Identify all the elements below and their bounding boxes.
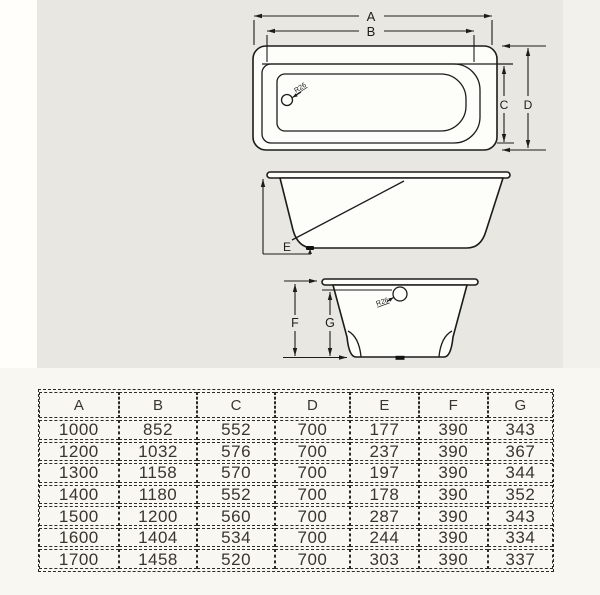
table-header-cell: E (350, 392, 419, 418)
table-cell: 520 (197, 549, 275, 569)
table-header-cell: D (275, 392, 350, 418)
table-header-cell: B (119, 392, 198, 418)
end-view-drawing (283, 279, 478, 360)
tub-side-body (280, 178, 503, 248)
table-cell: 1300 (39, 463, 119, 483)
dimension-label-b: B (366, 24, 376, 39)
dimension-d (499, 46, 546, 150)
table-cell: 344 (488, 463, 553, 483)
table-cell: 534 (197, 528, 275, 548)
table-cell: 1458 (119, 549, 198, 569)
side-view-drawing (263, 172, 510, 254)
table-cell: 352 (488, 485, 553, 505)
table-header-cell: G (488, 392, 553, 418)
table-cell: 390 (419, 442, 488, 462)
table-cell: 390 (419, 485, 488, 505)
tub-rim-end (322, 279, 478, 285)
table-cell: 560 (197, 506, 275, 526)
table-cell: 343 (488, 506, 553, 526)
table-row (39, 442, 553, 462)
table-cell: 390 (419, 549, 488, 569)
dimension-label-d: D (523, 98, 533, 112)
table-cell: 1032 (119, 442, 198, 462)
table-cell: 1400 (39, 485, 119, 505)
table-cell: 700 (275, 463, 350, 483)
table-cell: 1200 (39, 442, 119, 462)
table-cell: 1180 (119, 485, 198, 505)
table-cell: 390 (419, 528, 488, 548)
tub-end-body (333, 285, 467, 357)
table-header-cell: F (419, 392, 488, 418)
table-cell: 700 (275, 549, 350, 569)
table-cell: 343 (488, 420, 553, 440)
table-cell: 177 (350, 420, 419, 440)
table-cell: 552 (197, 420, 275, 440)
table-row (39, 528, 553, 548)
table-header-cell: A (39, 392, 119, 418)
table-cell: 570 (197, 463, 275, 483)
table-cell: 303 (350, 549, 419, 569)
table-cell: 390 (419, 420, 488, 440)
table-cell: 700 (275, 506, 350, 526)
table-cell: 337 (488, 549, 553, 569)
table-cell: 1500 (39, 506, 119, 526)
table-cell: 1404 (119, 528, 198, 548)
table-cell: 1200 (119, 506, 198, 526)
table-row (39, 420, 553, 440)
dimension-c (497, 66, 514, 143)
table-row (39, 549, 553, 569)
table-cell: 1600 (39, 528, 119, 548)
table-cell: 244 (350, 528, 419, 548)
table-cell: 1000 (39, 420, 119, 440)
dimension-label-f: F (291, 316, 299, 330)
table-cell: 576 (197, 442, 275, 462)
table-cell: 852 (119, 420, 198, 440)
table-cell: 700 (275, 442, 350, 462)
table-cell: 1158 (119, 463, 198, 483)
table-cell: 237 (350, 442, 419, 462)
dimension-table (38, 389, 554, 572)
table-cell: 700 (275, 420, 350, 440)
tub-outer-rim (253, 46, 497, 150)
dimension-table-area (38, 389, 554, 572)
table-row (39, 506, 553, 526)
table-cell: 700 (275, 528, 350, 548)
table-header-cell: C (197, 392, 275, 418)
table-cell: 178 (350, 485, 419, 505)
dimension-label-a: A (366, 9, 376, 24)
tub-rim-profile (267, 172, 510, 178)
table-cell: 552 (197, 485, 275, 505)
top-view-drawing (253, 9, 546, 150)
table-cell: 1700 (39, 549, 119, 569)
dimension-label-c: C (499, 98, 509, 112)
r26-radius-label-end: R26 (375, 296, 390, 308)
r26-radius-label: R26 (293, 81, 308, 95)
dimension-label-g: G (325, 316, 335, 330)
table-cell: 197 (350, 463, 419, 483)
table-row (39, 463, 553, 483)
table-cell: 287 (350, 506, 419, 526)
dimension-f (284, 281, 317, 356)
table-cell: 390 (419, 463, 488, 483)
table-header-row (39, 392, 553, 418)
dimension-label-e: E (282, 240, 292, 254)
drain-mark-end (396, 356, 405, 360)
table-cell: 334 (488, 528, 553, 548)
table-cell: 700 (275, 485, 350, 505)
table-cell: 367 (488, 442, 553, 462)
table-cell: 390 (419, 506, 488, 526)
table-row (39, 485, 553, 505)
